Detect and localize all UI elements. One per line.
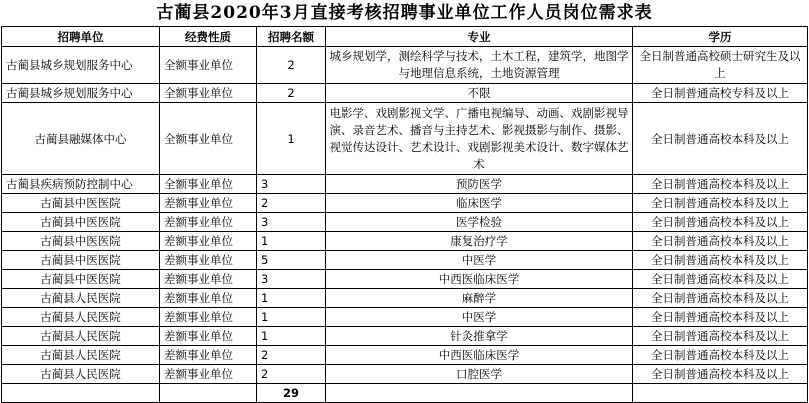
cell-quota: 2 <box>257 365 326 384</box>
table-row <box>2 365 808 384</box>
cell-unit: 古蔺县人民医院 <box>2 365 160 384</box>
cell-quota: 2 <box>257 194 326 213</box>
cell-education: 全日制普通高校本科及以上 <box>633 365 808 384</box>
cell-funding: 全额事业单位 <box>160 103 257 175</box>
header-row <box>2 27 808 47</box>
cell-funding: 差额事业单位 <box>160 232 257 251</box>
cell-funding: 全额事业单位 <box>160 175 257 194</box>
cell-unit: 古蔺县疾病预防控制中心 <box>2 175 160 194</box>
cell-education: 全日制普通高校本科及以上 <box>633 346 808 365</box>
cell-unit: 古蔺县中医医院 <box>2 232 160 251</box>
cell-funding: 差额事业单位 <box>160 251 257 270</box>
cell-quota: 3 <box>257 213 326 232</box>
cell-unit: 古蔺县融媒体中心 <box>2 103 160 175</box>
cell-quota: 5 <box>257 251 326 270</box>
cell-quota: 2 <box>257 84 326 103</box>
table-row <box>2 251 808 270</box>
total-row <box>2 384 808 403</box>
header-major: 专业 <box>326 27 633 47</box>
cell-education: 全日制普通高校本科及以上 <box>633 251 808 270</box>
cell-quota: 1 <box>257 308 326 327</box>
cell-major: 中医学 <box>326 308 633 327</box>
cell-major: 麻醉学 <box>326 289 633 308</box>
cell-funding: 全额事业单位 <box>160 47 257 84</box>
table-row <box>2 103 808 175</box>
cell-major: 口腔医学 <box>326 365 633 384</box>
table-row <box>2 308 808 327</box>
cell-funding: 差额事业单位 <box>160 327 257 346</box>
cell-unit: 古蔺县中医医院 <box>2 194 160 213</box>
cell-unit: 古蔺县城乡规划服务中心 <box>2 84 160 103</box>
cell-quota: 1 <box>257 289 326 308</box>
table-row <box>2 327 808 346</box>
cell-education: 全日制普通高校本科及以上 <box>633 103 808 175</box>
cell-major: 中西医临床医学 <box>326 346 633 365</box>
page-title: 古蔺县2020年3月直接考核招聘事业单位工作人员岗位需求表 <box>156 3 653 23</box>
cell-quota: 3 <box>257 270 326 289</box>
cell-quota: 2 <box>257 346 326 365</box>
cell-unit: 古蔺县中医医院 <box>2 251 160 270</box>
table-row <box>2 270 808 289</box>
total-empty-cell <box>2 384 160 403</box>
cell-funding: 差额事业单位 <box>160 289 257 308</box>
table-row <box>2 194 808 213</box>
cell-major: 医学检验 <box>326 213 633 232</box>
cell-major: 康复治疗学 <box>326 232 633 251</box>
cell-major: 中医学 <box>326 251 633 270</box>
cell-funding: 差额事业单位 <box>160 308 257 327</box>
cell-education: 全日制普通高校本科及以上 <box>633 327 808 346</box>
cell-funding: 差额事业单位 <box>160 346 257 365</box>
total-empty-cell <box>633 384 808 403</box>
cell-education: 全日制普通高校本科及以上 <box>633 232 808 251</box>
cell-education: 全日制普通高校本科及以上 <box>633 308 808 327</box>
cell-major: 预防医学 <box>326 175 633 194</box>
cell-funding: 差额事业单位 <box>160 194 257 213</box>
cell-quota: 1 <box>257 327 326 346</box>
cell-funding: 全额事业单位 <box>160 84 257 103</box>
cell-education: 全日制普通高校本科及以上 <box>633 213 808 232</box>
total-quota: 29 <box>257 384 326 403</box>
total-empty-cell <box>326 384 633 403</box>
table-row <box>2 84 808 103</box>
cell-quota: 1 <box>257 103 326 175</box>
table-row <box>2 289 808 308</box>
cell-unit: 古蔺县人民医院 <box>2 346 160 365</box>
table-row <box>2 346 808 365</box>
cell-education: 全日制普通高校专科及以上 <box>633 84 808 103</box>
cell-funding: 差额事业单位 <box>160 365 257 384</box>
cell-unit: 古蔺县人民医院 <box>2 308 160 327</box>
cell-funding: 差额事业单位 <box>160 270 257 289</box>
cell-education: 全日制普通高校本科及以上 <box>633 270 808 289</box>
table-row <box>2 213 808 232</box>
cell-major: 城乡规划学，测绘科学与技术，土木工程，建筑学，地图学与地理信息系统，土地资源管理 <box>326 47 633 84</box>
cell-quota: 3 <box>257 175 326 194</box>
cell-quota: 1 <box>257 232 326 251</box>
cell-education: 全日制普通高校本科及以上 <box>633 175 808 194</box>
cell-unit: 古蔺县中医医院 <box>2 213 160 232</box>
cell-education: 全日制普通高校本科及以上 <box>633 289 808 308</box>
header-education: 学历 <box>633 27 808 47</box>
job-requirements-table <box>1 26 808 403</box>
cell-unit: 古蔺县人民医院 <box>2 289 160 308</box>
header-unit: 招聘单位 <box>2 27 160 47</box>
cell-major: 临床医学 <box>326 194 633 213</box>
table-row <box>2 232 808 251</box>
cell-unit: 古蔺县城乡规划服务中心 <box>2 47 160 84</box>
cell-major: 不限 <box>326 84 633 103</box>
header-funding: 经费性质 <box>160 27 257 47</box>
table-row <box>2 47 808 84</box>
cell-education: 全日制普通高校本科及以上 <box>633 194 808 213</box>
total-empty-cell <box>160 384 257 403</box>
cell-education: 全日制普通高校硕士研究生及以上 <box>633 47 808 84</box>
cell-major: 针灸推拿学 <box>326 327 633 346</box>
header-quota: 招聘名额 <box>257 27 326 47</box>
cell-funding: 差额事业单位 <box>160 213 257 232</box>
cell-unit: 古蔺县中医医院 <box>2 270 160 289</box>
table-row <box>2 175 808 194</box>
cell-quota: 2 <box>257 47 326 84</box>
cell-major: 电影学、戏剧影视文学、广播电视编导、动画、戏剧影视导演、录音艺术、播音与主持艺术、影视摄影与制作、摄影、视觉传达设计、艺术设计、戏剧影视美术设计、数字媒体艺术 <box>326 103 633 175</box>
cell-major: 中西医临床医学 <box>326 270 633 289</box>
cell-unit: 古蔺县人民医院 <box>2 327 160 346</box>
